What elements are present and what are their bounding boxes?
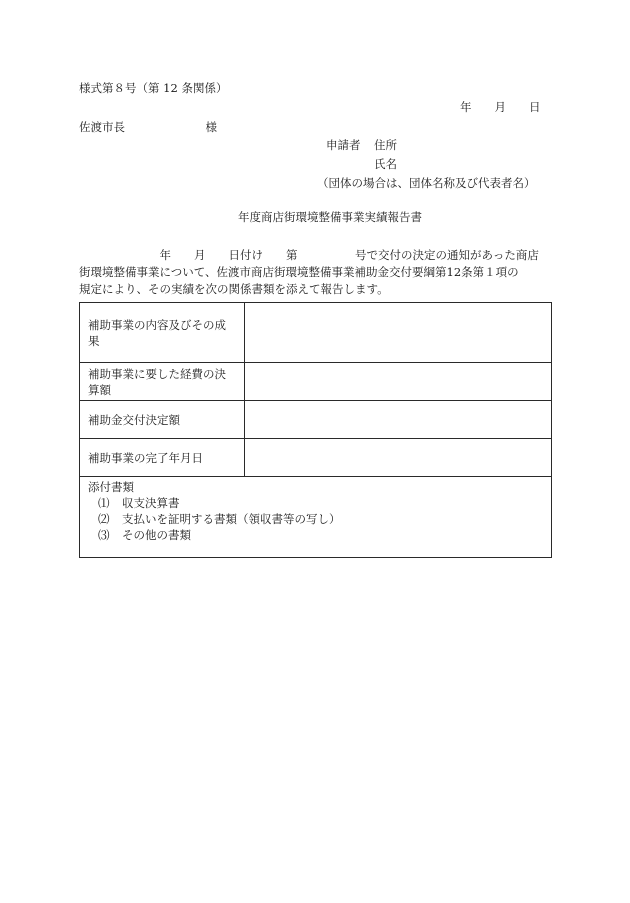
body-paragraph <box>79 247 551 298</box>
row-value <box>245 401 552 439</box>
attachment-item <box>88 495 543 511</box>
table-row <box>80 439 552 477</box>
row-label: 補助事業の完了年月日 <box>80 439 245 477</box>
attachment-number: ⑶ <box>98 528 110 542</box>
attachment-text: その他の書類 <box>122 528 191 542</box>
body-line: 年 月 日付け 第 号で交付の決定の通知があった商店 <box>79 248 539 262</box>
attachments-heading: 添付書類 <box>88 480 134 494</box>
attachment-number: ⑴ <box>98 496 110 510</box>
report-table <box>79 302 552 558</box>
applicant-name-label: 氏名 <box>374 157 397 171</box>
attachment-text: 収支決算書 <box>122 496 180 510</box>
row-value <box>245 439 552 477</box>
attachments-row <box>80 477 552 558</box>
body-line: 規定により、その実績を次の関係書類を添えて報告します。 <box>79 282 389 296</box>
table-row <box>80 303 552 363</box>
document-title: 年度商店街環境整備事業実績報告書 <box>238 210 422 224</box>
form-number: 様式第８号（第 12 条関係） <box>79 81 228 95</box>
attachment-item <box>88 527 543 543</box>
row-label: 補助金交付決定額 <box>80 401 245 439</box>
table-row <box>80 401 552 439</box>
row-label: 補助事業に要した経費の決算額 <box>80 363 245 401</box>
attachment-item <box>88 511 543 527</box>
applicant-note: （団体の場合は、団体名称及び代表者名） <box>317 176 536 190</box>
addressee: 佐渡市長 様 <box>79 120 217 134</box>
attachment-number: ⑵ <box>98 512 110 526</box>
row-label: 補助事業の内容及びその成果 <box>80 303 245 363</box>
applicant-address-label: 住所 <box>374 138 397 152</box>
row-value <box>245 303 552 363</box>
attachments-cell <box>80 477 552 558</box>
body-line: 街環境整備事業について、佐渡市商店街環境整備事業補助金交付要綱第12条第１項の <box>79 265 519 279</box>
row-value <box>245 363 552 401</box>
applicant-label: 申請者 <box>326 138 361 152</box>
date-line: 年 月 日 <box>460 100 541 114</box>
table-row <box>80 363 552 401</box>
attachment-text: 支払いを証明する書類（領収書等の写し） <box>122 512 341 526</box>
